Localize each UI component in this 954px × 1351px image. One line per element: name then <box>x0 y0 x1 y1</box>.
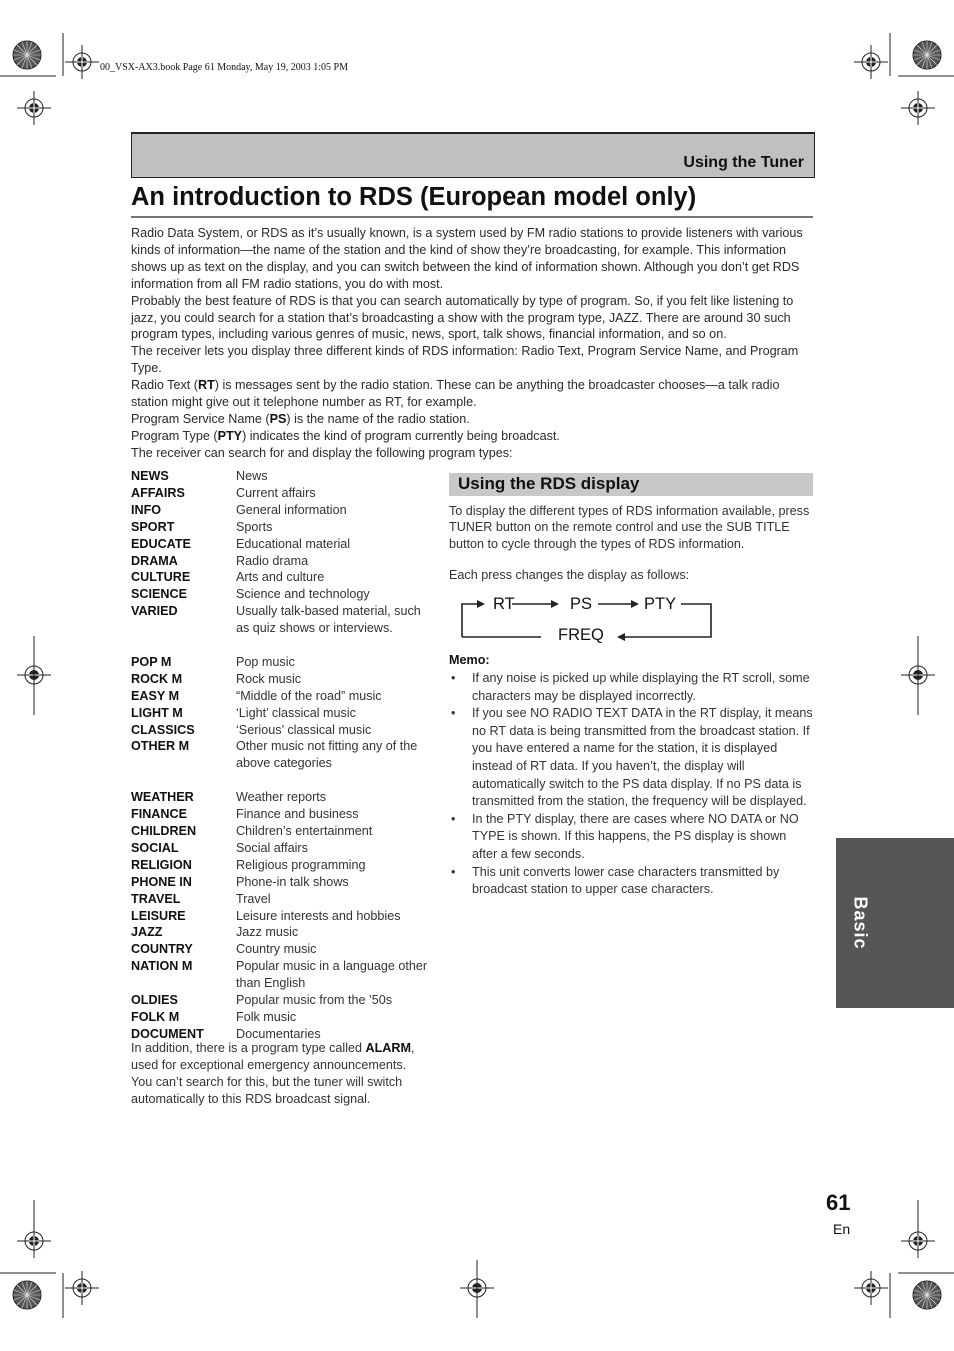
program-type-row <box>131 502 431 519</box>
program-type-description: Country music <box>236 942 317 957</box>
program-type-row <box>131 536 431 553</box>
intro-paragraph: Program Type (PTY) indicates the kind of program currently being broadcast. <box>131 428 560 443</box>
program-type-description: Arts and culture <box>236 570 325 585</box>
program-type-row <box>131 1009 431 1026</box>
section-title: Using the Tuner <box>683 154 804 171</box>
program-type-code: SOCIAL <box>131 840 179 855</box>
program-type-description: Travel <box>236 891 271 906</box>
program-type-description: Science and technology <box>236 587 370 602</box>
section-header-bar <box>131 132 815 178</box>
program-type-row <box>131 553 431 570</box>
program-type-code: TRAVEL <box>131 891 181 906</box>
program-type-code: AFFAIRS <box>131 485 185 500</box>
cycle-freq: FREQ <box>558 626 604 644</box>
program-type-row <box>131 654 431 671</box>
program-type-description: Documentaries <box>236 1026 321 1041</box>
program-type-code: LIGHT M <box>131 705 183 720</box>
program-type-row <box>131 857 431 874</box>
intro-paragraph: Radio Data System, or RDS as it’s usually known, is a system used by FM radio stations to provide listeners with various kinds of information—the name of the station and the kind of show they’re broadcasting, for example. This information shows up as text on the display, and you can switch between the kind of information shown. Although you don’t get RDS information from all FM radio stations, you do with most. <box>131 226 803 291</box>
program-type-code: OLDIES <box>131 993 178 1008</box>
program-type-row <box>131 992 431 1009</box>
program-type-code: SPORT <box>131 519 175 534</box>
program-type-description: Radio drama <box>236 553 309 568</box>
program-type-code: COUNTRY <box>131 942 193 957</box>
program-type-code: WEATHER <box>131 790 194 805</box>
program-type-code: CULTURE <box>131 570 191 585</box>
program-type-description: Religious programming <box>236 857 366 872</box>
program-type-row <box>131 671 431 688</box>
program-type-description: Children’s entertainment <box>236 824 373 838</box>
memo-item <box>449 670 813 705</box>
program-type-description: “Middle of the road” music <box>236 688 382 703</box>
intro-paragraph: The receiver lets you display three different kinds of RDS information: Radio Text, Program Service Name, and Program Type. <box>131 344 799 376</box>
program-type-row <box>131 705 431 722</box>
intro-text <box>131 225 815 462</box>
program-type-description: Current affairs <box>236 485 316 500</box>
program-type-row <box>131 738 431 772</box>
program-type-row <box>131 722 431 739</box>
alarm-note: In addition, there is a program type called ALARM, used for exceptional emergency announcements. You can’t search for this, but the tuner will switch automatically to this RDS broadcast signal. <box>131 1041 415 1106</box>
program-type-description: Sports <box>236 519 273 534</box>
program-type-row <box>131 823 431 840</box>
program-type-row <box>131 569 431 586</box>
program-type-row <box>131 485 431 502</box>
program-type-row <box>131 468 431 485</box>
program-type-description: General information <box>236 502 347 517</box>
program-type-code: CHILDREN <box>131 824 197 838</box>
memo-text: This unit converts lower case characters transmitted by broadcast station to upper case characters. <box>472 864 780 897</box>
program-type-description: Finance and business <box>236 807 359 822</box>
book-page-stamp: 00_VSX-AX3.book Page 61 Monday, May 19, 2003 1:05 PM <box>100 62 348 73</box>
program-type-row <box>131 924 431 941</box>
program-type-code: ROCK M <box>131 671 183 686</box>
program-type-description: Weather reports <box>236 790 327 805</box>
cycle-pty: PTY <box>644 595 677 613</box>
program-type-code: DRAMA <box>131 553 178 568</box>
program-type-code: POP M <box>131 654 172 669</box>
program-type-description: Pop music <box>236 654 295 669</box>
intro-paragraph: Probably the best feature of RDS is that you can search automatically by type of program. So, if you felt like listening to jazz, you could search for a station that’s broadcasting a show with the program type, JAZZ. There are around 30 such program types, including various genres of music, news, sport, talk shows, financial information, and so on. <box>131 293 794 342</box>
memo-item <box>449 864 813 899</box>
rds-display-heading: Using the RDS display <box>458 474 640 493</box>
program-type-description: Folk music <box>236 1009 297 1024</box>
page-title: An introduction to RDS (European model only) <box>131 183 697 211</box>
program-type-description: ‘Serious’ classical music <box>236 722 372 737</box>
program-type-description: Social affairs <box>236 840 308 855</box>
intro-paragraph: Radio Text (RT) is messages sent by the radio station. These can be anything the broadcaster chooses—a talk radio station might give out it telephone number as RT, for example. <box>131 378 780 410</box>
program-type-description: Phone-in talk shows <box>236 874 349 889</box>
list-gap <box>131 772 431 789</box>
program-type-code: SCIENCE <box>131 587 187 602</box>
program-type-description: Rock music <box>236 671 302 686</box>
program-type-row <box>131 840 431 857</box>
bullet-icon: • <box>451 864 456 879</box>
program-type-description: Leisure interests and hobbies <box>236 908 401 923</box>
program-type-row <box>131 958 431 992</box>
program-type-code: DOCUMENT <box>131 1026 204 1041</box>
program-type-description: Usually talk-based material, such as quiz shows or interviews. <box>236 604 421 636</box>
memo-list <box>449 670 813 899</box>
program-type-row <box>131 789 431 806</box>
program-type-description: ‘Light’ classical music <box>236 705 356 720</box>
program-type-description: Jazz music <box>236 925 299 940</box>
title-rule <box>131 216 813 218</box>
memo-item <box>449 811 813 864</box>
program-type-list <box>131 468 431 1043</box>
program-type-row <box>131 688 431 705</box>
program-type-description: Other music not fitting any of the above categories <box>236 739 418 771</box>
program-type-code: NATION M <box>131 959 193 974</box>
rds-display-heading-bar <box>449 473 813 496</box>
program-type-row <box>131 891 431 908</box>
bullet-icon: • <box>451 706 456 721</box>
program-type-code: EDUCATE <box>131 536 191 551</box>
program-type-row <box>131 586 431 603</box>
page-number: 61 <box>826 1190 851 1215</box>
program-type-description: Popular music in a language other than English <box>236 959 428 991</box>
cycle-rt: RT <box>493 595 515 613</box>
bullet-icon: • <box>451 671 456 685</box>
program-type-code: RELIGION <box>131 857 192 872</box>
program-type-row <box>131 519 431 536</box>
program-type-description: Educational material <box>236 536 351 551</box>
program-type-code: CLASSICS <box>131 722 195 737</box>
program-type-code: NEWS <box>131 469 169 483</box>
program-type-row <box>131 874 431 891</box>
program-type-description: Popular music from the ’50s <box>236 993 393 1008</box>
program-type-row <box>131 941 431 958</box>
memo-item <box>449 705 813 811</box>
program-type-code: VARIED <box>131 604 178 619</box>
program-type-row <box>131 603 431 637</box>
program-type-code: OTHER M <box>131 739 190 754</box>
memo-title: Memo: <box>449 653 490 667</box>
program-type-code: JAZZ <box>131 925 163 940</box>
program-type-code: INFO <box>131 502 162 517</box>
program-type-code: EASY M <box>131 688 180 703</box>
memo-text: In the PTY display, there are cases where NO DATA or NO TYPE is shown. If this happens, the PS display is shown after a few seconds. <box>472 811 799 861</box>
side-tab-label: Basic <box>850 896 871 950</box>
program-type-row <box>131 908 431 925</box>
each-press-note: Each press changes the display as follows: <box>449 568 690 582</box>
program-type-code: FINANCE <box>131 807 187 822</box>
intro-paragraph: Program Service Name (PS) is the name of the radio station. <box>131 411 470 426</box>
intro-paragraph: The receiver can search for and display the following program types: <box>131 445 513 460</box>
memo-text: If you see NO RADIO TEXT DATA in the RT display, it means no RT data is being transmitted from the broadcast station. If you have entered a name for the station, it is displayed instead of RT data. If you haven’t, the display will automatically switch to the PS data display. If no PS data is transmitted from the station, the frequency will be displayed. <box>472 706 813 809</box>
program-type-description: News <box>236 469 268 483</box>
program-type-code: FOLK M <box>131 1009 180 1024</box>
basic-section-tab <box>836 838 954 1008</box>
bullet-icon: • <box>451 811 456 826</box>
program-type-code: PHONE IN <box>131 874 192 889</box>
list-gap <box>131 637 431 654</box>
page-language: En <box>833 1221 851 1237</box>
program-type-code: LEISURE <box>131 908 186 923</box>
rds-display-instructions: To display the different types of RDS information available, press TUNER button on the remote control and use the SUB TITLE button to cycle through the types of RDS information. <box>449 504 810 551</box>
program-type-row <box>131 806 431 823</box>
cycle-ps: PS <box>570 595 593 613</box>
memo-text: If any noise is picked up while displaying the RT scroll, some characters may be displayed incorrectly. <box>472 671 810 703</box>
